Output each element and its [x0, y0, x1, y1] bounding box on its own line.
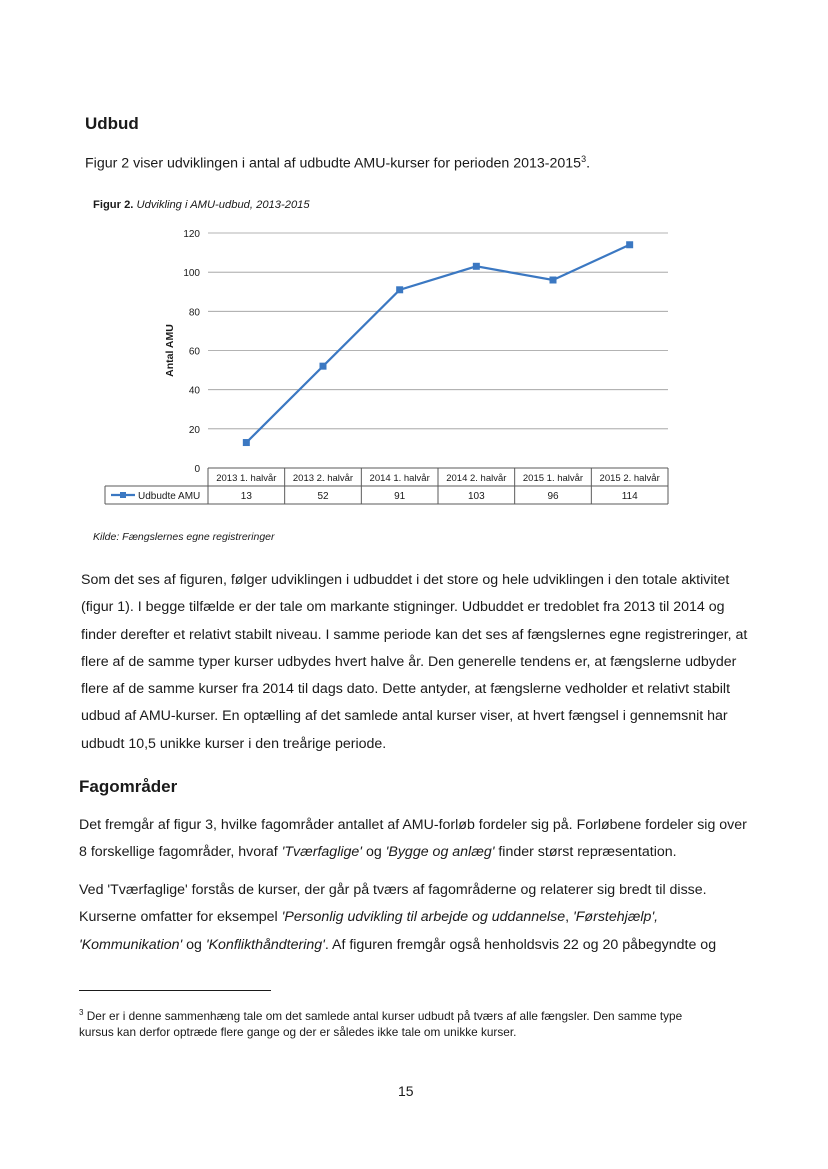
table-value: 96: [547, 491, 559, 502]
footnote-divider: [79, 990, 271, 991]
figure-source: Kilde: Fængslernes egne registreringer: [93, 531, 275, 543]
y-axis-label: Antal AMU: [164, 324, 176, 377]
intro-end: .: [586, 155, 591, 172]
x-category-label: 2014 2. halvår: [446, 473, 507, 484]
paragraph-3-line-3: [79, 932, 716, 959]
x-category-label: 2015 2. halvår: [599, 473, 660, 484]
paragraph-1-line: flere af de samme typer kurser udbydes hvert halve år. Den generelle tendens er, at fængslerne udbyder: [81, 653, 737, 670]
footnote: [79, 1005, 682, 1040]
paragraph-1-line: Som det ses af figuren, følger udviklingen i udbuddet i det store og hele udviklingen i den totale aktivitet: [81, 572, 730, 588]
text-span: . Af figuren fremgår også henholdsvis 22 og 20 påbegyndte og: [324, 936, 717, 953]
footnote-line-1: [79, 1005, 682, 1024]
footnote-number: 3: [79, 1008, 84, 1017]
paragraph-2: [79, 812, 747, 867]
data-point: [626, 241, 633, 248]
paragraph-1-line: flere af de samme kurser fra 2014 til dags dato. Dette antyder, at fængslerne vedholder et relativt stabilt: [81, 681, 731, 698]
legend-label: Udbudte AMU: [138, 491, 201, 502]
heading-udbud: Udbud: [85, 114, 139, 133]
emphasis: 'Personlig udvikling til arbejde og uddannelse: [281, 909, 566, 926]
y-tick-label: 100: [183, 268, 200, 280]
data-point: [243, 439, 250, 446]
footnote-line-2: kursus kan derfor optræde flere gange og der er således ikke tale om unikke kurser.: [79, 1024, 517, 1039]
text-span: og: [182, 936, 206, 953]
table-value: 91: [394, 491, 406, 502]
text-span: Der er i denne sammenhæng tale om det samlede antal kurser udbudt på tværs af alle fængsler. Den samme type: [86, 1008, 683, 1023]
legend-marker: [120, 492, 126, 498]
paragraph-3-line-2: [79, 904, 716, 931]
y-tick-label: 0: [194, 464, 200, 475]
data-point: [396, 286, 403, 293]
text-span: finder størst repræsentation.: [494, 844, 677, 861]
line-chart: [95, 215, 675, 515]
paragraph-1-line: finder derefter et relativt stabilt niveau. I samme periode kan det ses af fængslernes egne registreringer, at: [81, 626, 748, 643]
figure-title: Udvikling i AMU-udbud, 2013-2015: [136, 199, 310, 211]
paragraph-1: [81, 567, 747, 758]
table-value: 13: [240, 491, 252, 502]
data-point: [320, 363, 327, 370]
table-value: 114: [621, 491, 638, 502]
x-category-label: 2014 1. halvår: [369, 473, 430, 484]
y-tick-label: 20: [188, 424, 200, 436]
text-span: 8 forskellige fagområder, hvoraf: [79, 844, 282, 861]
intro-paragraph: [85, 146, 590, 178]
figure-label: Figur 2.: [93, 199, 134, 211]
paragraph-1-line: (figur 1). I begge tilfælde er der tale om markante stigninger. Udbuddet er tredoblet fra 2013 til 2014 og: [81, 599, 725, 616]
paragraph-2-line-2: [79, 839, 747, 866]
table-value: 52: [317, 491, 329, 502]
text-span: Kurserne omfatter for eksempel: [79, 909, 282, 926]
x-category-label: 2015 1. halvår: [522, 473, 584, 484]
data-point: [473, 263, 480, 270]
emphasis: 'Konflikthåndtering': [205, 936, 325, 953]
x-category-label: 2013 2. halvår: [292, 473, 354, 484]
y-tick-label: 120: [183, 229, 200, 240]
emphasis: 'Kommunikation': [79, 936, 183, 953]
emphasis: 'Førstehjælp',: [573, 909, 659, 926]
paragraph-1-line: udbud af AMU-kurser. En optælling af det samlede antal kurser viser, at hvert fængsel i gennemsnit har: [81, 708, 728, 725]
emphasis: 'Bygge og anlæg': [385, 844, 495, 861]
paragraph-3: [79, 877, 716, 959]
y-tick-label: 40: [188, 385, 200, 397]
data-point: [550, 277, 557, 284]
text-span: og: [362, 844, 386, 861]
text-span: ,: [565, 909, 574, 926]
footnote-ref: 3: [581, 154, 587, 164]
series-line: [246, 245, 629, 443]
emphasis: 'Tværfaglige': [281, 844, 362, 861]
paragraph-3-line-1: Ved 'Tværfaglige' forstås de kurser, der går på tværs af fagområderne og relaterer sig bredt til disse.: [79, 882, 707, 898]
table-value: 103: [467, 491, 485, 502]
y-tick-label: 60: [188, 346, 200, 358]
intro-text: Figur 2 viser udviklingen i antal af udbudte AMU-kurser for perioden 2013-2015: [85, 155, 582, 172]
x-category-label: 2013 1. halvår: [216, 473, 277, 484]
heading-fagomrader: Fagområder: [79, 777, 178, 796]
page-number: 15: [398, 1083, 414, 1099]
y-tick-label: 80: [188, 307, 200, 319]
paragraph-2-line-1: Det fremgår af figur 3, hvilke fagområder antallet af AMU-forløb fordeler sig på. Forløbene fordeler sig over: [79, 817, 747, 833]
paragraph-1-line: udbudt 10,5 unikke kurser i den treårige periode.: [81, 735, 387, 752]
figure-caption: [93, 199, 310, 211]
